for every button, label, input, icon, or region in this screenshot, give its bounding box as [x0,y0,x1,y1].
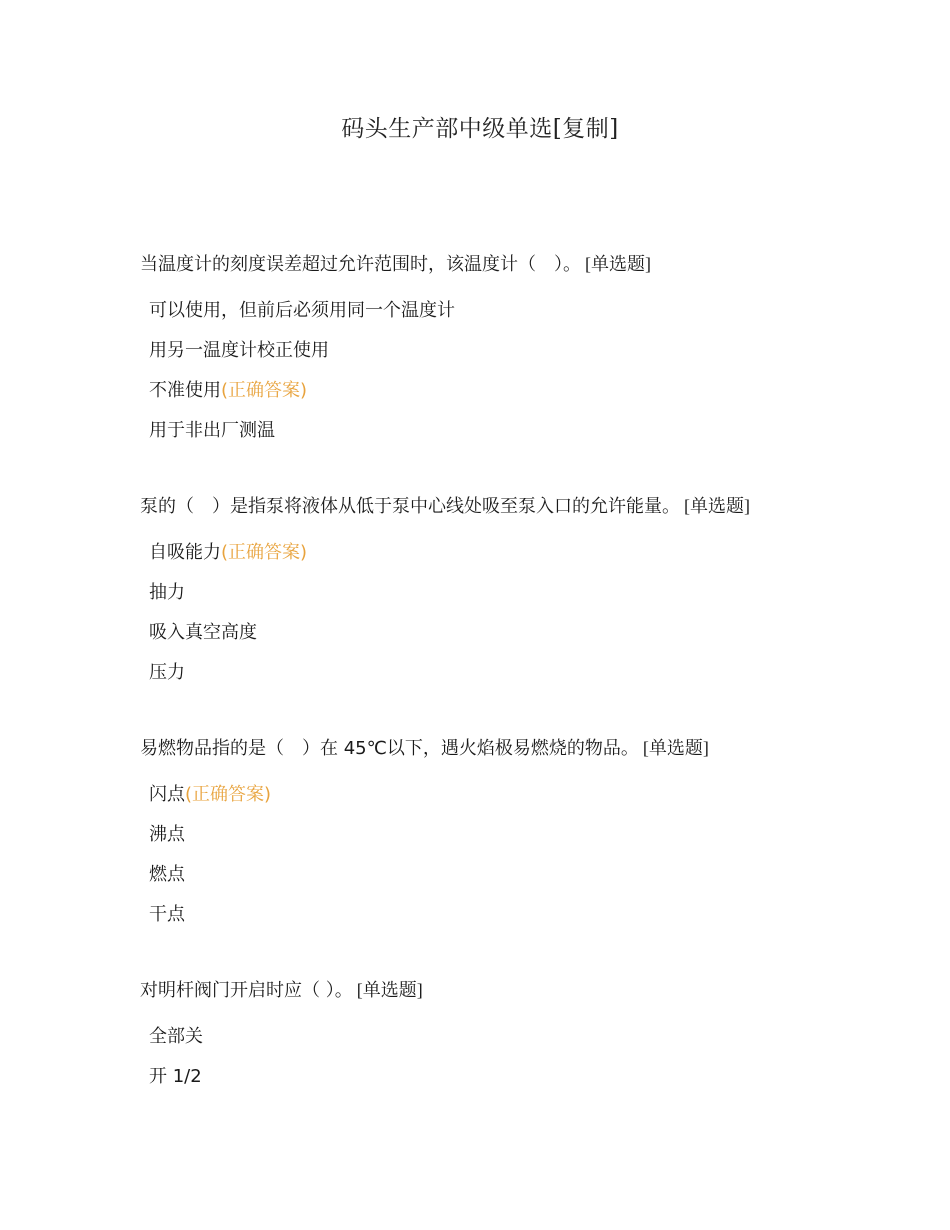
option-label: 全部关 [149,1026,203,1047]
correct-answer-tag: (正确答案) [185,784,272,805]
question-text [140,251,651,278]
option-label: 自吸能力 [149,542,221,563]
option-list [140,540,750,700]
option-label: 抽力 [149,582,185,603]
option-list [140,1024,423,1104]
question-stem: 泵的（ ）是指泵将液体从低于泵中心线处吸至泵入口的允许能量。 [140,496,680,517]
option-item[interactable] [149,782,709,822]
question-4 [140,977,423,1104]
option-label: 用另一温度计校正使用 [149,340,329,361]
option-item[interactable] [149,338,651,378]
option-label: 吸入真空高度 [149,622,257,643]
option-item[interactable] [149,660,750,700]
option-label: 可以使用，但前后必须用同一个温度计 [149,300,455,321]
option-item[interactable] [149,862,709,902]
question-type-tag: [单选题] [585,254,651,274]
option-item[interactable] [149,620,750,660]
option-item[interactable] [149,822,709,862]
question-stem: 对明杆阀门开启时应（ ）。 [140,980,353,1001]
option-label: 闪点 [149,784,185,805]
option-item[interactable] [149,298,651,338]
option-list [140,782,709,942]
option-label: 燃点 [149,864,185,885]
question-type-tag: [单选题] [642,738,709,758]
option-label: 开 1/2 [149,1066,202,1087]
option-item[interactable] [149,1064,423,1104]
option-label: 干点 [149,904,185,925]
question-1 [140,251,651,458]
question-3 [140,735,709,942]
option-label: 不准使用 [149,380,221,401]
question-stem: 易燃物品指的是（ ）在 45℃以下，遇火焰极易燃烧的物品。 [140,738,639,759]
option-label: 压力 [149,662,185,683]
question-text [140,977,423,1004]
option-item[interactable] [149,418,651,458]
option-label: 用于非出厂测温 [149,420,275,441]
option-item[interactable] [149,580,750,620]
question-2 [140,493,750,700]
question-text [140,735,709,762]
question-stem: 当温度计的刻度误差超过允许范围时，该温度计（ ）。 [140,254,581,275]
correct-answer-tag: (正确答案) [221,380,308,401]
option-item[interactable] [149,902,709,942]
option-item[interactable] [149,378,651,418]
option-list [140,298,651,458]
option-item[interactable] [149,540,750,580]
question-type-tag: [单选题] [684,496,750,516]
question-type-tag: [单选题] [356,980,423,1000]
page-title: 码头生产部中级单选[复制] [341,116,619,142]
correct-answer-tag: (正确答案) [221,542,308,563]
option-item[interactable] [149,1024,423,1064]
option-label: 沸点 [149,824,185,845]
question-text [140,493,750,520]
